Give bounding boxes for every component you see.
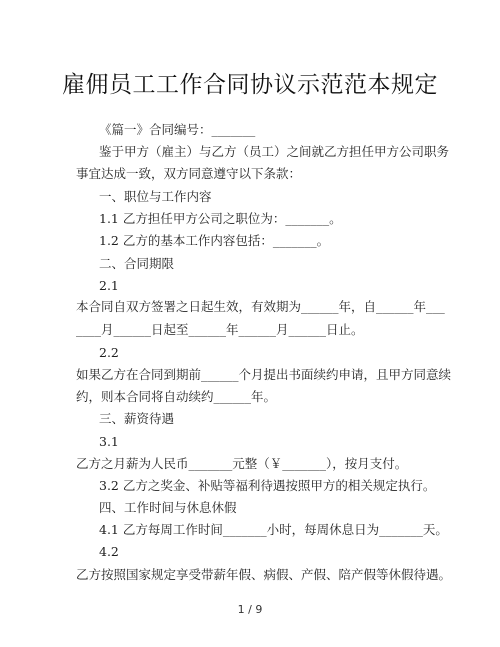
clause-3-1-text: 乙方之月薪为人民币_______元整（￥_______），按月支付。 [76,456,408,471]
clause-1-1: 1.1 乙方担任甲方公司之职位为：_______。 [99,211,342,226]
preamble-line-2: 事宜达成一致，双方同意遵守以下条款： [76,166,302,181]
preamble-line-1: 鉴于甲方（雇主）与乙方（员工）之间就乙方担任甲方公司职务 [99,144,450,159]
clause-2-1-line-1: 本合同自双方签署之日起生效，有效期为______年，自______年___ [76,299,445,314]
page-number: 1 / 9 [237,603,263,616]
section-heading-salary: 三、薪资待遇 [99,411,175,426]
clause-number-3-1: 3.1 [99,434,119,449]
clause-2-2-line-2: 约，则本合同将自动续约______年。 [76,389,277,404]
section-heading-hours: 四、工作时间与休息休假 [99,500,237,515]
clause-number-2-1: 2.1 [99,278,119,293]
document-title: 雇佣员工工作合同协议示范范本规定 [62,72,438,98]
section-heading-position: 一、职位与工作内容 [99,189,212,204]
clause-3-2: 3.2 乙方之奖金、补贴等福利待遇按照甲方的相关规定执行。 [99,478,436,493]
clause-2-1-line-2: ____月______日起至______年______月______日止。 [76,322,364,337]
section-heading-term: 二、合同期限 [99,256,175,271]
clause-4-1: 4.1 乙方每周工作时间_______小时，每周休息日为_______天。 [99,522,448,537]
clause-number-2-2: 2.2 [99,345,119,360]
clause-2-2-line-1: 如果乙方在合同到期前______个月提出书面续约申请，且甲方同意续 [76,367,452,382]
contract-number-line: 《篇一》合同编号：_______ [99,122,256,137]
clause-number-4-2: 4.2 [99,544,119,559]
clause-1-2: 1.2 乙方的基本工作内容包括：_______。 [99,233,330,248]
clause-4-2-text: 乙方按照国家规定享受带薪年假、病假、产假、陪产假等休假待遇。 [76,567,452,582]
